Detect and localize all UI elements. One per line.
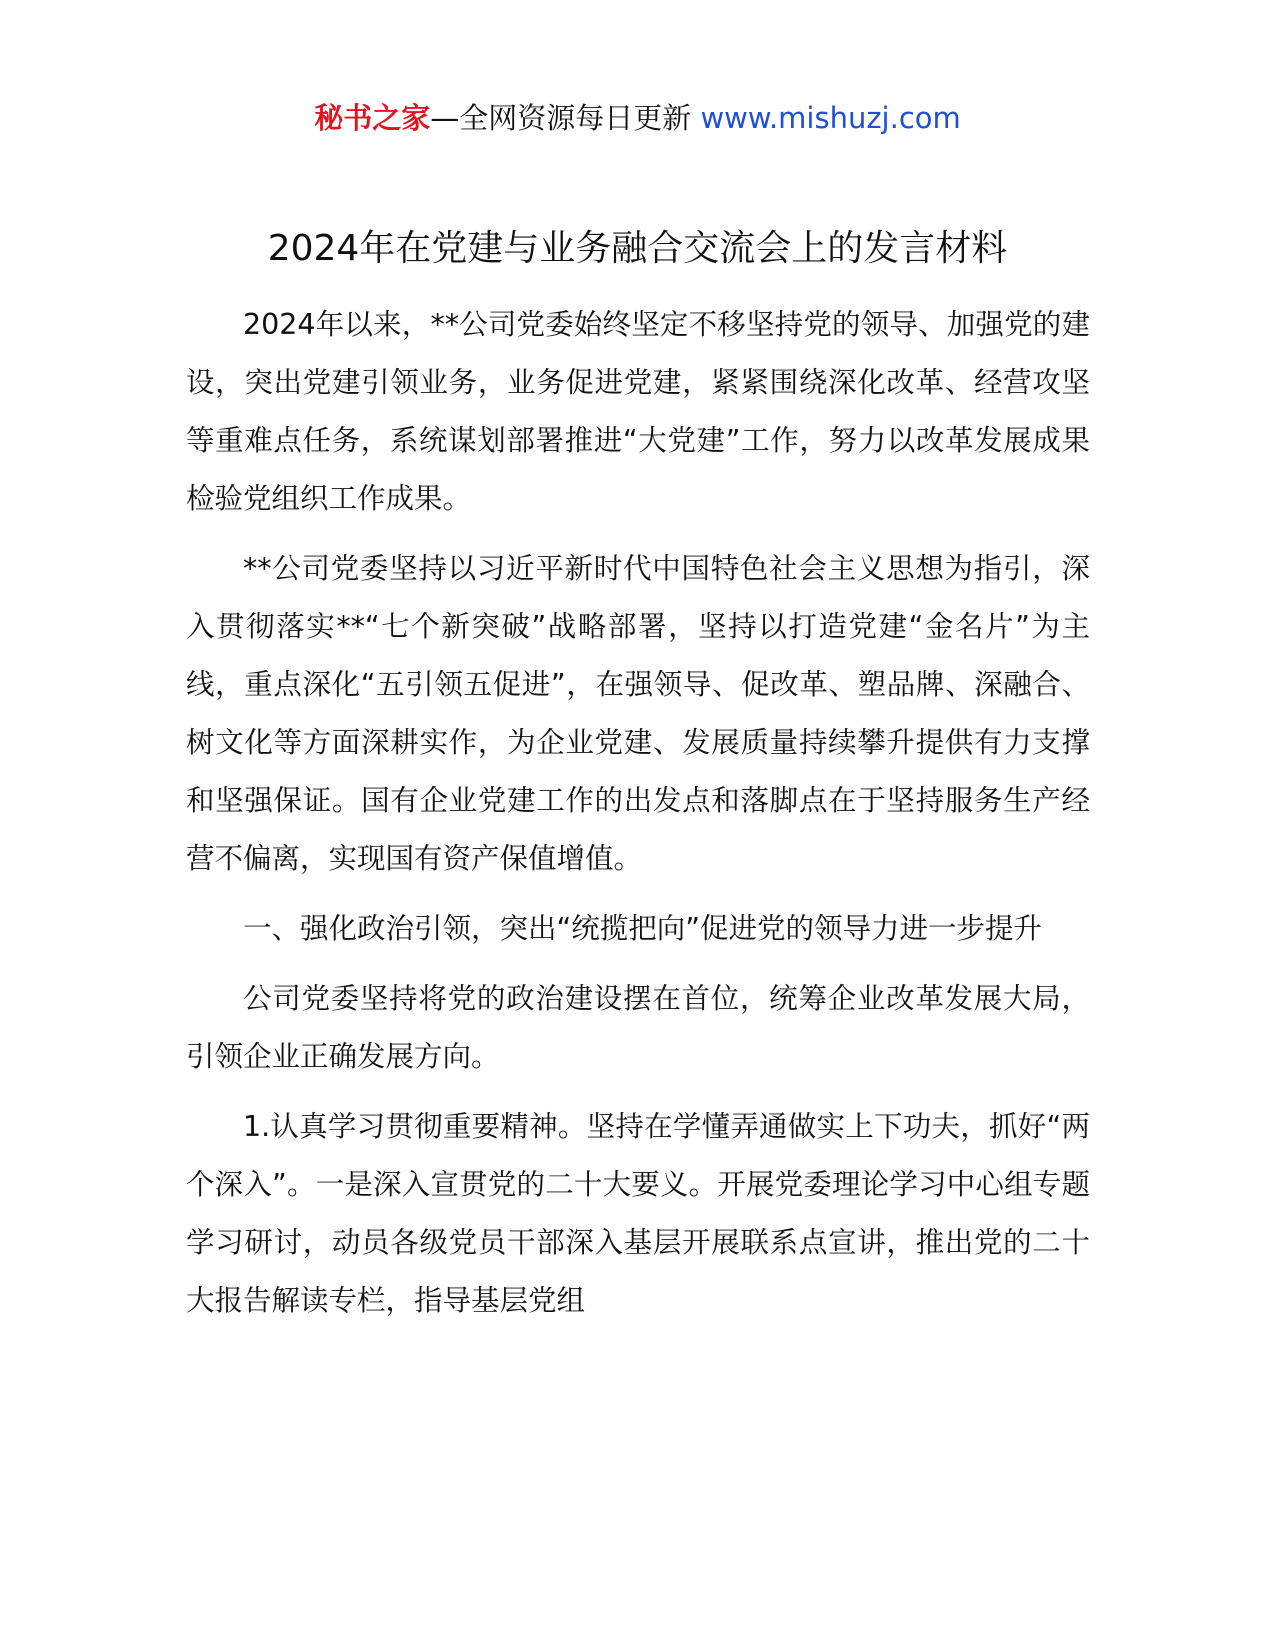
header-slogan: —全网资源每日更新 [430, 101, 692, 135]
site-header [0, 98, 1275, 138]
paragraph-intro: 2024年以来，**公司党委始终坚定不移坚持党的领导、加强党的建设，突出党建引领业务，业务促进党建，紧紧围绕深化改革、经营攻坚等重难点任务，系统谋划部署推进“大党建”工作，努力以改革发展成果检验党组织工作成果。 [186, 308, 1090, 515]
paragraph-section-1-intro: 公司党委坚持将党的政治建设摆在首位，统筹企业改革发展大局，引领企业正确发展方向。 [186, 982, 1090, 1073]
site-url[interactable]: www.mishuzj.com [700, 101, 961, 135]
paragraph-item-1: 1.认真学习贯彻重要精神。坚持在学懂弄通做实上下功夫，抓好“两个深入”。一是深入宣贯党的二十大要义。开展党委理论学习中心组专题学习研讨，动员各级党员干部深入基层开展联系点宣讲，推出党的二十大报告解读专栏，指导基层党组 [186, 1110, 1090, 1317]
document-title: 2024年在党建与业务融合交流会上的发言材料 [267, 228, 1008, 269]
brand-name: 秘书之家 [314, 101, 431, 135]
paragraph-guidance: **公司党委坚持以习近平新时代中国特色社会主义思想为指引，深入贯彻落实**“七个新突破”战略部署，坚持以打造党建“金名片”为主线，重点深化“五引领五促进”，在强领导、促改革、塑品牌、深融合、树文化等方面深耕实作，为企业党建、发展质量持续攀升提供有力支撑和坚强保证。国有企业党建工作的出发点和落脚点在于坚持服务生产经营不偏离，实现国有资产保值增值。 [186, 552, 1090, 875]
document-body [186, 296, 1090, 1342]
section-heading-1: 一、强化政治引领，突出“统揽把向”促进党的领导力进一步提升 [243, 912, 1043, 945]
